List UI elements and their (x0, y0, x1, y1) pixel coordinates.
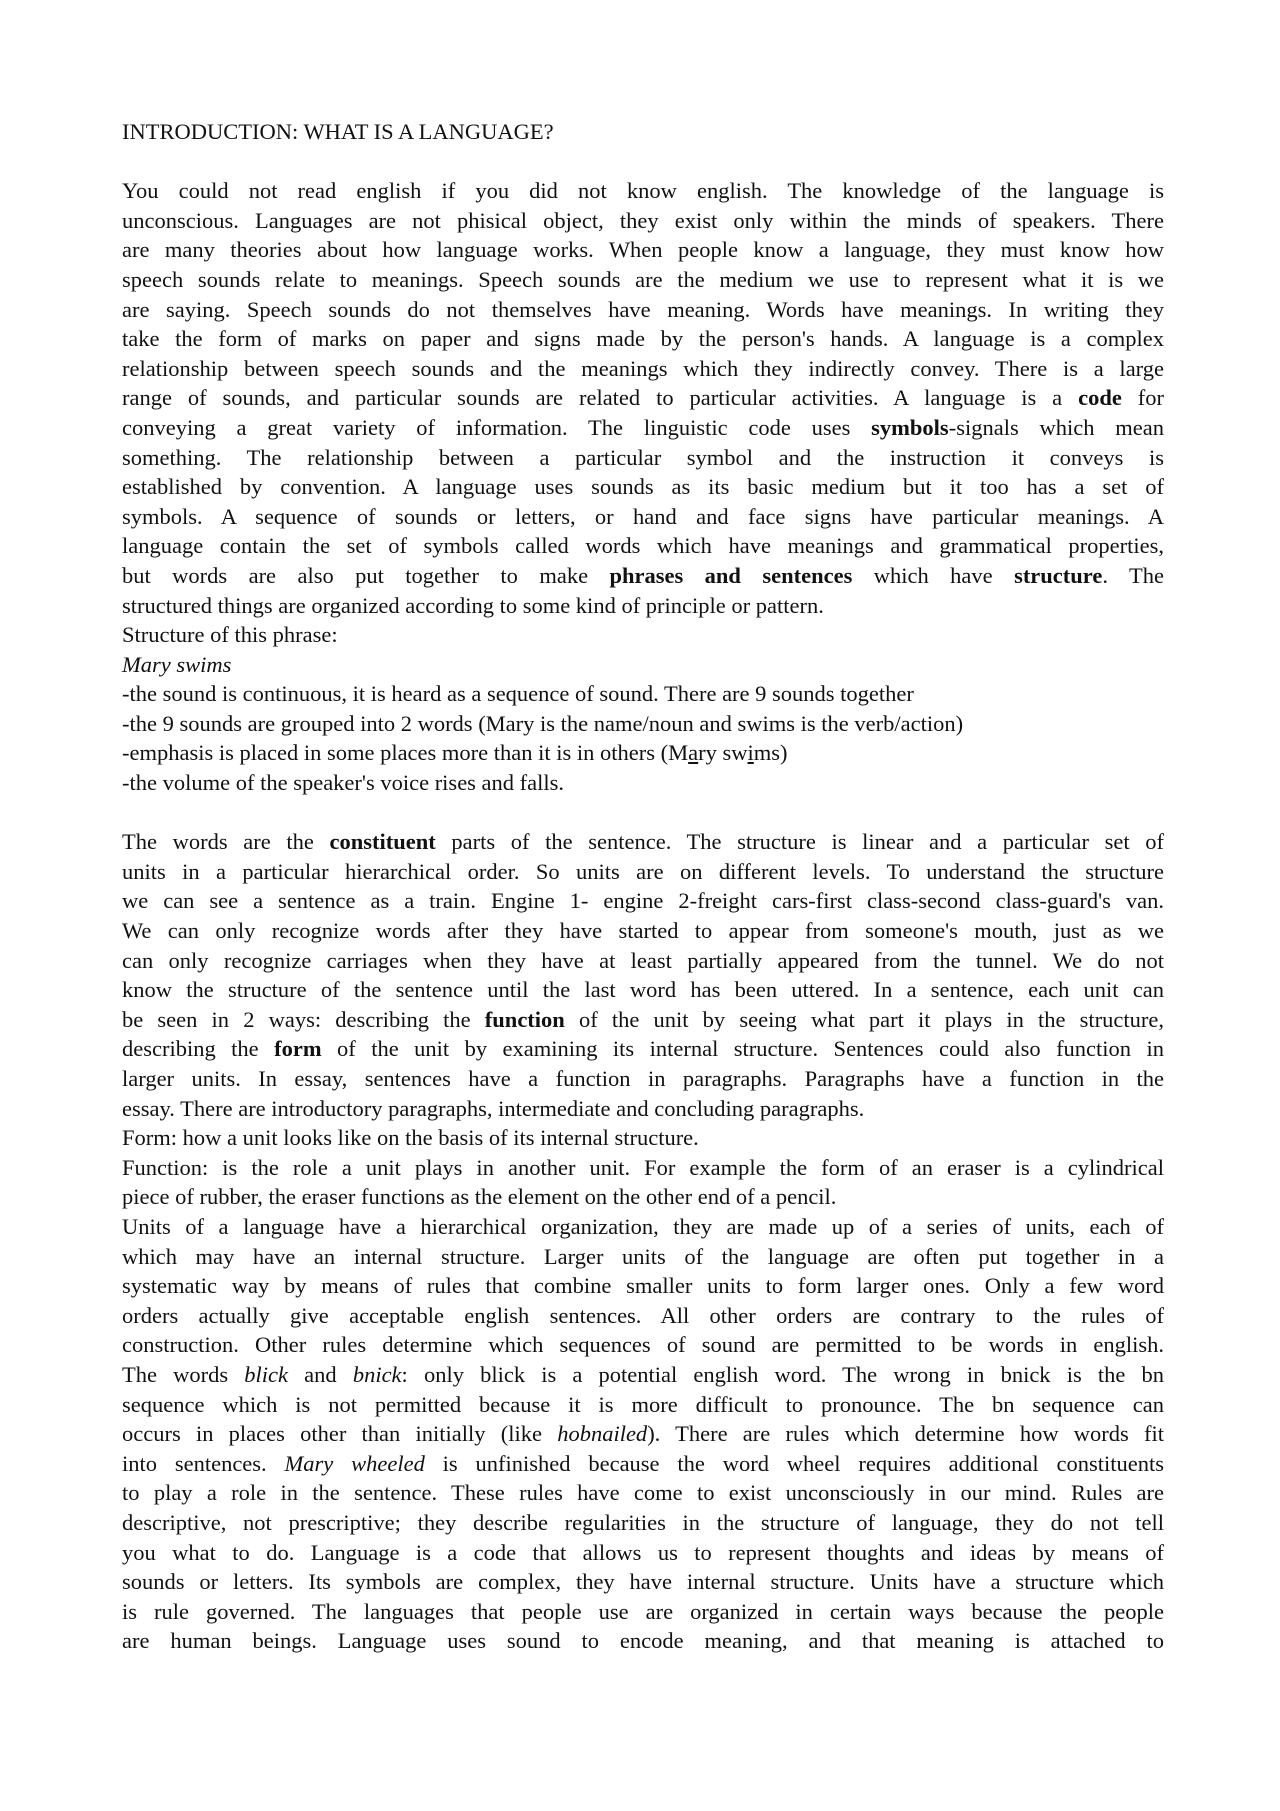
paragraph-hierarchy (122, 1212, 1164, 1656)
text-run: for (1121, 385, 1164, 411)
text-line: know the structure of the sentence until the last word has been uttered. In a sentence, each unit can (122, 977, 1164, 1003)
text-run: and (288, 1361, 353, 1387)
text-run: occurs in places other than initially (like (122, 1421, 558, 1447)
text-line (122, 827, 1164, 857)
text-line (122, 1005, 1164, 1035)
document-page (122, 117, 1164, 1656)
text-run: describing the (122, 1036, 275, 1062)
bold-term-function: function (484, 1006, 565, 1032)
document-title: INTRODUCTION: WHAT IS A LANGUAGE? (122, 119, 554, 144)
text-line: you what to do. Language is a code that allows us to represent thoughts and ideas by means of (122, 1539, 1164, 1565)
text-line: sequence which is not permitted because it is more difficult to pronounce. The bn sequence can (122, 1391, 1164, 1417)
bold-term-constituent: constituent (329, 829, 436, 855)
text-line: Units of a language have a hierarchical organization, they are made up of a series of units, each of (122, 1213, 1164, 1239)
italic-term-bnick: bnick (352, 1361, 402, 1387)
text-run: ry sw (698, 740, 748, 766)
function-definition: Function: is the role a unit plays in another unit. For example the form of an eraser is a cylindrical (122, 1154, 1164, 1180)
text-line: orders actually give acceptable english sentences. All other orders are contrary to the rules of (122, 1302, 1164, 1328)
stressed-vowel: a (688, 740, 699, 766)
text-line: You could not read english if you did not know english. The knowledge of the language is (122, 178, 1164, 204)
text-line: are many theories about how language works. When people know a language, they must know how (122, 237, 1164, 263)
text-line (122, 383, 1164, 413)
stressed-vowel: i (747, 740, 754, 766)
text-line: descriptive, not prescriptive; they describe regularities in the structure of language, they do not tell (122, 1509, 1164, 1535)
text-run: which have (852, 562, 1015, 588)
function-definition: piece of rubber, the eraser functions as the element on the other end of a pencil. (122, 1184, 837, 1210)
text-run: The words are the (122, 829, 330, 855)
text-line: which may have an internal structure. Larger units of the language are often put together in a (122, 1243, 1164, 1269)
text-line: something. The relationship between a particular symbol and the instruction it conveys is (122, 444, 1164, 470)
italic-term-mary-wheeled: Mary wheeled (284, 1450, 425, 1476)
text-line: to play a role in the sentence. These rules have come to exist unconsciously in our mind. Rules are (122, 1480, 1164, 1506)
text-line: take the form of marks on paper and signs made by the person's hands. A language is a complex (122, 326, 1164, 352)
text-line: systematic way by means of rules that combine smaller units to form larger ones. Only a few word (122, 1273, 1164, 1299)
list-item (122, 738, 1164, 768)
text-line (122, 1419, 1164, 1449)
text-line: larger units. In essay, sentences have a function in paragraphs. Paragraphs have a function in the (122, 1066, 1164, 1091)
paragraph-intro (122, 176, 1164, 620)
text-run: ms) (753, 740, 788, 766)
bold-term-symbols: symbols (871, 414, 949, 440)
text-run: into sentences. (122, 1450, 285, 1476)
text-run: -signals which mean (948, 414, 1164, 440)
form-definition: Form: how a unit looks like on the basis of its internal structure. (122, 1125, 699, 1151)
text-line: unconscious. Languages are not phisical object, they exist only within the minds of speakers. There (122, 207, 1164, 233)
text-run: range of sounds, and particular sounds are related to particular activities. A language is a (122, 385, 1079, 411)
bold-term-code: code (1078, 385, 1122, 411)
text-line: symbols. A sequence of sounds or letters, or hand and face signs have particular meanings. A (122, 503, 1164, 529)
blank-line (122, 798, 1164, 828)
bold-term-form: form (274, 1036, 322, 1062)
text-line (122, 1449, 1164, 1479)
text-line: construction. Other rules determine which sequences of sound are permitted to be words in english. (122, 1332, 1164, 1358)
text-line: established by convention. A language uses sounds as its basic medium but it too has a set of (122, 474, 1164, 500)
list-item: -the sound is continuous, it is heard as a sequence of sound. There are 9 sounds together (122, 681, 914, 707)
text-line: are saying. Speech sounds do not themselves have meaning. Words have meanings. In writing they (122, 296, 1164, 322)
text-run: conveying a great variety of information. The linguistic code uses (122, 414, 872, 440)
text-run: of the unit by seeing what part it plays in the structure, (564, 1006, 1164, 1032)
text-line: is rule governed. The languages that people use are organized in certain ways because the people (122, 1598, 1164, 1624)
text-line: are human beings. Language uses sound to encode meaning, and that meaning is attached to (122, 1628, 1164, 1654)
italic-term-blick: blick (244, 1361, 289, 1387)
example-phrase: Mary swims (122, 651, 232, 677)
text-line: structured things are organized according to some kind of principle or pattern. (122, 592, 824, 618)
text-line: can only recognize carriages when they have at least partially appeared from the tunnel. We do not (122, 947, 1164, 973)
text-run: -emphasis is placed in some places more than it is in others (M (122, 740, 689, 766)
list-item: -the volume of the speaker's voice rises and falls. (122, 770, 565, 796)
text-line (122, 561, 1164, 591)
text-line: speech sounds relate to meanings. Speech sounds are the medium we use to represent what it is we (122, 266, 1164, 292)
text-run: parts of the sentence. The structure is linear and a particular set of (435, 829, 1164, 855)
text-run: of the unit by examining its internal structure. Sentences could also function in (321, 1036, 1164, 1062)
text-line: We can only recognize words after they have started to appear from someone's mouth, just as we (122, 918, 1164, 944)
bold-term-structure: structure (1014, 562, 1103, 588)
text-run: : only blick is a potential english word. The wrong in bnick is the bn (401, 1361, 1164, 1387)
text-line (122, 413, 1164, 443)
text-line: relationship between speech sounds and the meanings which they indirectly convey. There is a large (122, 355, 1164, 381)
text-run: The words (122, 1361, 245, 1387)
text-run: is unfinished because the word wheel requires additional constituents (424, 1450, 1164, 1476)
text-run: be seen in 2 ways: describing the (122, 1006, 485, 1032)
paragraph-constituents (122, 827, 1164, 1123)
text-run: ). There are rules which determine how words fit (647, 1421, 1165, 1447)
italic-term-hobnailed: hobnailed (557, 1421, 648, 1447)
blank-line (122, 147, 1164, 177)
bold-term-phrases: phrases and sentences (609, 562, 853, 588)
structure-heading: Structure of this phrase: (122, 622, 338, 648)
text-line: language contain the set of symbols called words which have meanings and grammatical properties, (122, 533, 1164, 559)
text-line (122, 1034, 1164, 1064)
text-line: sounds or letters. Its symbols are complex, they have internal structure. Units have a structure which (122, 1569, 1164, 1595)
list-item: -the 9 sounds are grouped into 2 words (Mary is the name/noun and swims is the verb/action) (122, 710, 964, 736)
text-line: essay. There are introductory paragraphs, intermediate and concluding paragraphs. (122, 1095, 865, 1121)
text-line: units in a particular hierarchical order. So units are on different levels. To understand the structure (122, 858, 1164, 884)
text-line: we can see a sentence as a train. Engine 1- engine 2-freight cars-first class-second class-guard's van. (122, 888, 1164, 914)
text-line (122, 1360, 1164, 1390)
text-run: but words are also put together to make (122, 562, 610, 588)
text-run: . The (1102, 562, 1164, 588)
